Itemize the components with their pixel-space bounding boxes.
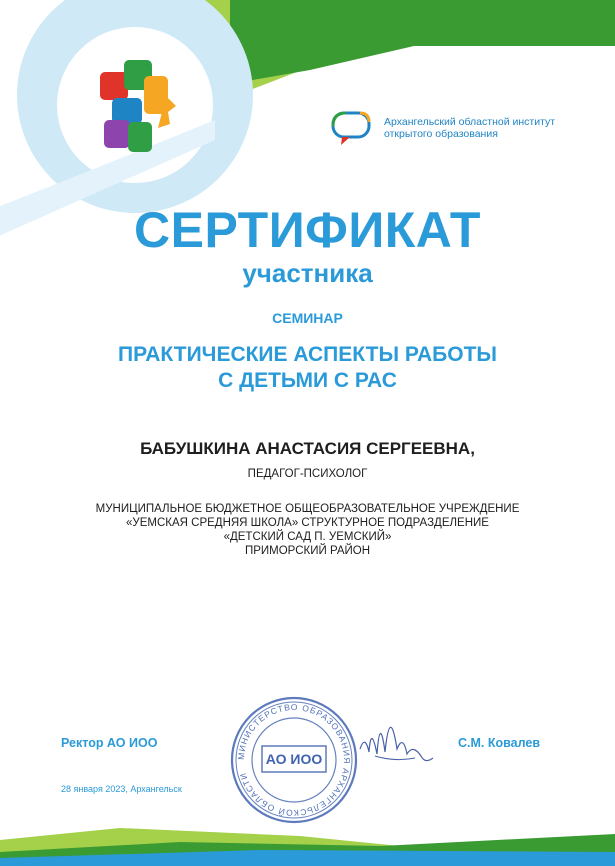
date-place: 28 января 2023, Архангельск [61,784,182,794]
institute-name-line2: открытого образования [384,128,498,140]
official-stamp [228,694,360,826]
organization-line: МУНИЦИПАЛЬНОЕ БЮДЖЕТНОЕ ОБЩЕОБРАЗОВАТЕЛЬНОЕ УЧРЕЖДЕНИЕ [95,503,520,515]
organization-line: «ДЕТСКИЙ САД П. УЕМСКИЙ» [223,531,392,543]
stamp-center-text: АО ИОО [265,751,323,767]
handwritten-signature [355,694,435,794]
signatory-role: Ректор АО ИОО [61,736,158,750]
signatory-name: С.М. Ковалев [458,736,541,750]
stamp-ring-text: МИНИСТЕРСТВО ОБРАЗОВАНИЯ АРХАНГЕЛЬСКОЙ ОБЛАСТИ [235,701,353,819]
event-title-line1: ПРАКТИЧЕСКИЕ АСПЕКТЫ РАБОТЫ [118,343,497,366]
organization-line: «УЕМСКАЯ СРЕДНЯЯ ШКОЛА» СТРУКТУРНОЕ ПОДРАЗДЕЛЕНИЕ [126,517,489,529]
certificate-title: СЕРТИФИКАТ [134,202,481,258]
event-type: СЕМИНАР [272,310,343,326]
institute-name [384,116,555,140]
speech-bubble-logo [333,113,369,145]
organization-line: ПРИМОРСКИЙ РАЙОН [244,545,371,557]
recipient-position: ПЕДАГОГ-ПСИХОЛОГ [247,468,368,480]
institute-name-line1: Архангельский областной институт [384,116,556,128]
certificate-subtitle: участника [242,258,373,288]
event-title-line2: С ДЕТЬМИ С РАС [218,369,397,392]
recipient-name: БАБУШКИНА АНАСТАСИЯ СЕРГЕЕВНА, [140,439,475,458]
